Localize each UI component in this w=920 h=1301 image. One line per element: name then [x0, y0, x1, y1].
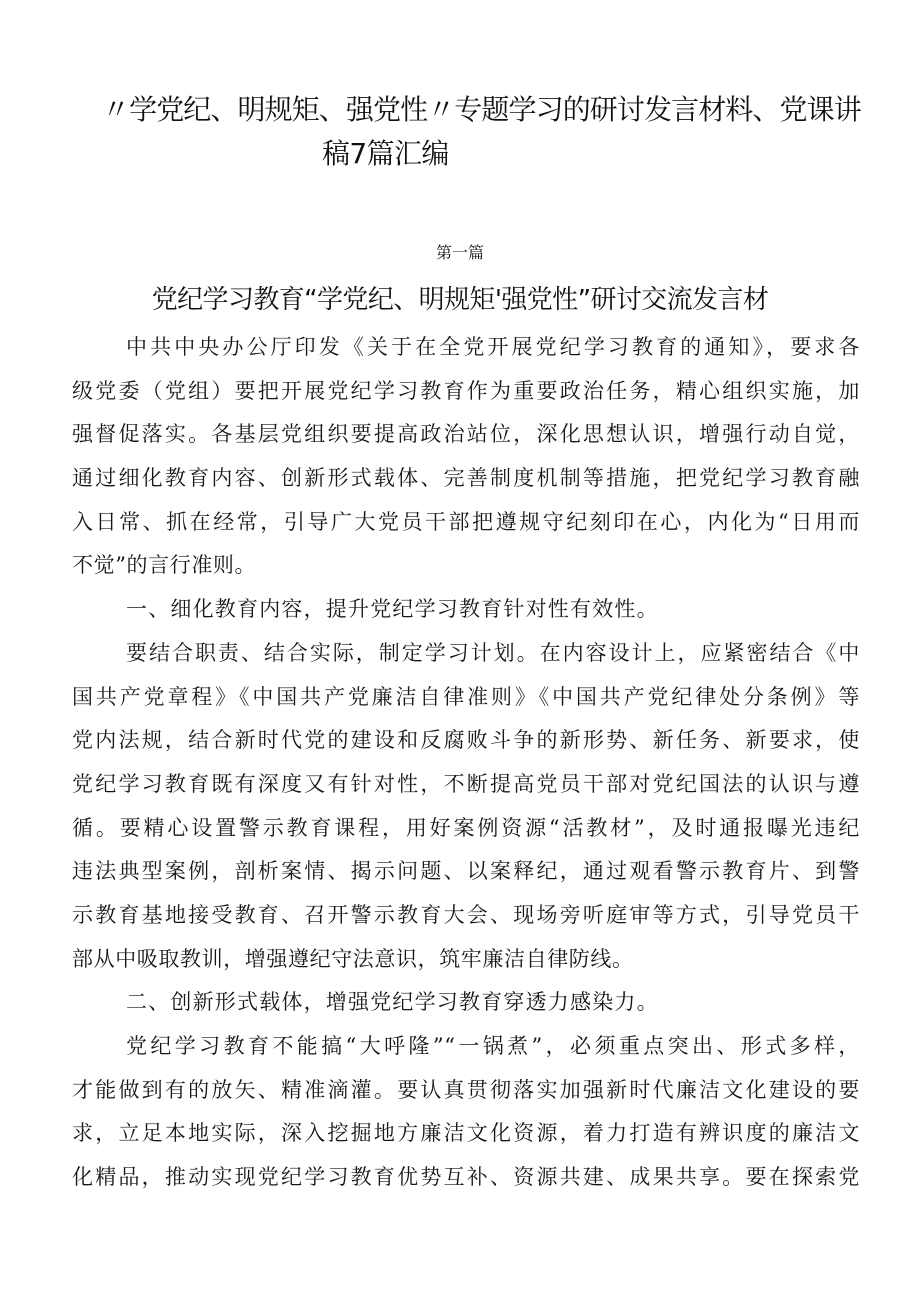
body-line: 级党委（党组）要把开展党纪学习教育作为重要政治任务，精心组织实施，加 — [72, 378, 860, 403]
body-line: 党纪学习教育既有深度又有针对性，不断提高党员干部对党纪国法的认识与遵 — [72, 771, 860, 796]
section-title: 党纪学习教育“学党纪、明规矩'强党性”研讨交流发言材 — [151, 285, 769, 315]
body-line: 才能做到有的放矢、精准滴灌。要认真贯彻落实加强新时代廉洁文化建设的要 — [72, 1077, 860, 1102]
body-line: 示教育基地接受教育、召开警示教育大会、现场旁听庭审等方式，引导党员干 — [72, 902, 860, 927]
body-line: 求，立足本地实际，深入挖掘地方廉洁文化资源，着力打造有辨识度的廉洁文 — [72, 1121, 860, 1146]
part-label: 第一篇 — [435, 243, 484, 262]
document-title-line-2: 稿7篇汇编 — [322, 137, 449, 170]
body-line: 强督促落实。各基层党组织要提高政治站位，深化思想认识，增强行动自觉， — [72, 422, 860, 447]
body-line: 党纪学习教育不能搞“大呼隆”“一锅煮”，必须重点突出、形式多样， — [126, 1034, 860, 1058]
body-line: 国共产党章程》《中国共产党廉洁自律准则》《中国共产党纪律处分条例》等 — [72, 684, 860, 709]
body-line: 违法典型案例，剖析案情、揭示问题、以案释纪，通过观看警示教育片、到警 — [72, 859, 860, 884]
section-heading: 一、细化教育内容，提升党纪学习教育针对性有效性。 — [126, 597, 659, 622]
document-title — [60, 88, 860, 176]
body-line: 要结合职责、结合实际，制定学习计划。在内容设计上，应紧密结合《中 — [126, 640, 860, 665]
document-body — [72, 326, 860, 1200]
body-line: 通过细化教育内容、创新形式载体、完善制度机制等措施，把党纪学习教育融 — [72, 466, 860, 491]
body-line: 入日常、抓在经常，引导广大党员干部把遵规守纪刻印在心，内化为“日用而 — [72, 509, 860, 534]
body-line: 中共中央办公厅印发《关于在全党开展党纪学习教育的通知》，要求各 — [126, 335, 860, 359]
body-line: 部从中吸取教训，增强遵纪守法意识，筑牢廉洁自律防线。 — [72, 946, 634, 971]
body-line: 不觉”的言行准则。 — [72, 553, 257, 578]
body-line: 党内法规，结合新时代党的建设和反腐败斗争的新形势、新任务、新要求，使 — [72, 728, 860, 753]
document-title-line-1: 〃学党纪、明规矩、强党性〃专题学习的研讨发言材料、党课讲 — [102, 93, 861, 126]
body-line: 循。要精心设置警示教育课程，用好案例资源“活教材”，及时通报曝光违纪 — [72, 815, 860, 840]
section-heading: 二、创新形式载体，增强党纪学习教育穿透力感染力。 — [126, 990, 659, 1015]
body-line: 化精品，推动实现党纪学习教育优势互补、资源共建、成果共享。要在探索党 — [72, 1165, 860, 1190]
